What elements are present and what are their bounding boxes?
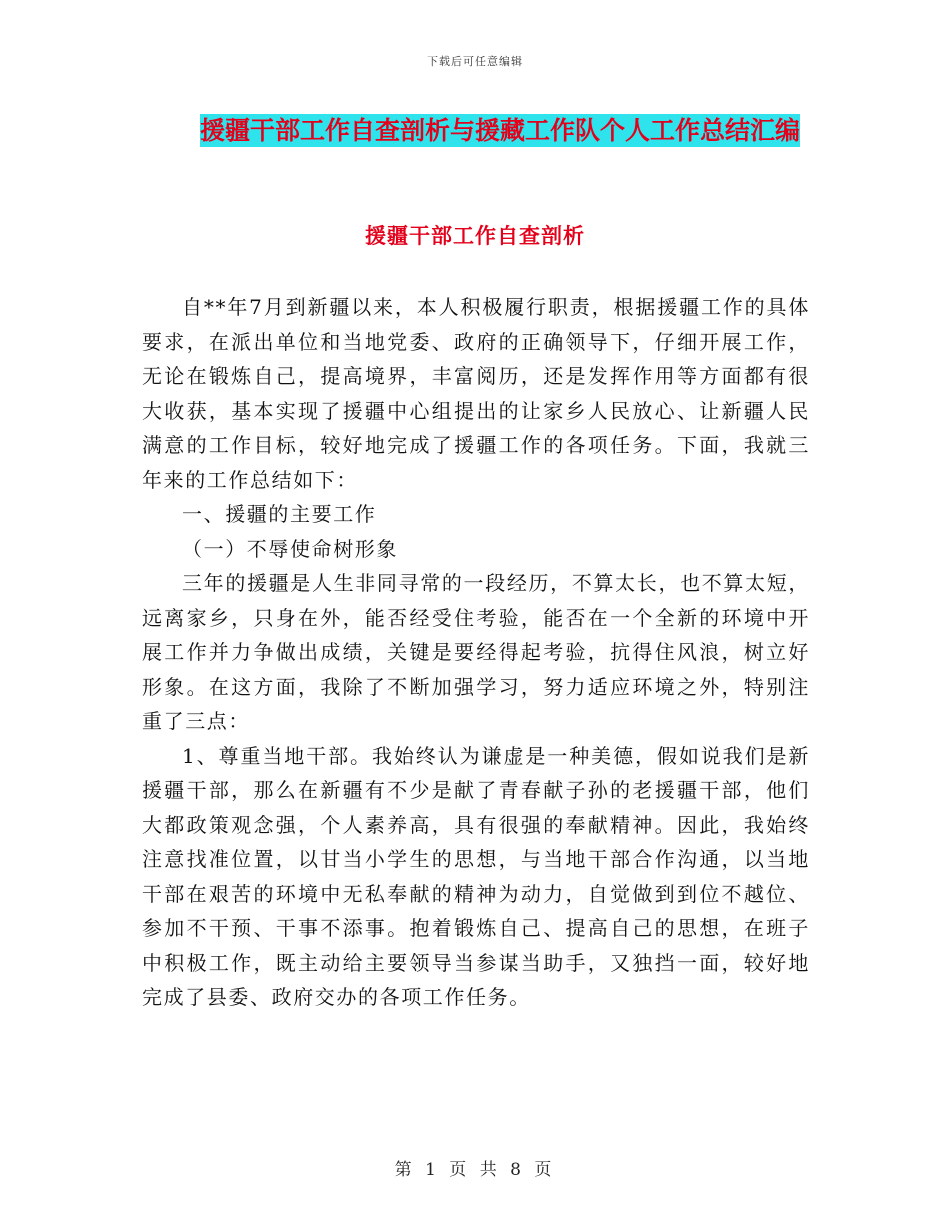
document-body bbox=[142, 290, 810, 1015]
page-number-footer: 第 1 页 共 8 页 bbox=[394, 1160, 556, 1180]
paragraph-three-years: 三年的援疆是人生非同寻常的一段经历，不算太长，也不算太短，远离家乡，只身在外，能否经受住考验，能否在一个全新的环境中开展工作并力争做出成绩，关键是要经得起考验，抗得住风浪，树立好形象。在这方面，我除了不断加强学习，努力适应环境之外，特别注重了三点： bbox=[142, 571, 810, 733]
paragraph-respect-local-cadres: 1、尊重当地干部。我始终认为谦虚是一种美德，假如说我们是新援疆干部，那么在新疆有不少是献了青春献子孙的老援疆干部，他们大都政策观念强，个人素养高，具有很强的奉献精神。因此，我始终注意找准位置，以甘当小学生的思想，与当地干部合作沟通，以当地干部在艰苦的环境中无私奉献的精神为动力，自觉做到到位不越位、参加不干预、干事不添事。抱着锻炼自己、提高自己的思想，在班子中积极工作，既主动给主要领导当参谋当助手，又独挡一面，较好地完成了县委、政府交办的各项工作任务。 bbox=[142, 743, 810, 1009]
document-title bbox=[190, 110, 810, 152]
subheading-mission: （一）不辱使命树形象 bbox=[182, 536, 398, 561]
header-note: 下载后可任意编辑 bbox=[427, 55, 523, 68]
document-title-text: 援疆干部工作自查剖析与援藏工作队个人工作总结汇编 bbox=[199, 116, 800, 145]
heading-main-work: 一、援疆的主要工作 bbox=[182, 502, 377, 526]
paragraph-intro: 自**年7月到新疆以来，本人积极履行职责，根据援疆工作的具体要求，在派出单位和当地党委、政府的正确领导下，仔细开展工作，无论在锻炼自己，提高境界，丰富阅历，还是发挥作用等方面都有很大收获，基本实现了援疆中心组提出的让家乡人民放心、让新疆人民满意的工作目标，较好地完成了援疆工作的各项任务。下面，我就三年来的工作总结如下： bbox=[142, 295, 810, 492]
section-title: 援疆干部工作自查剖析 bbox=[365, 224, 585, 248]
